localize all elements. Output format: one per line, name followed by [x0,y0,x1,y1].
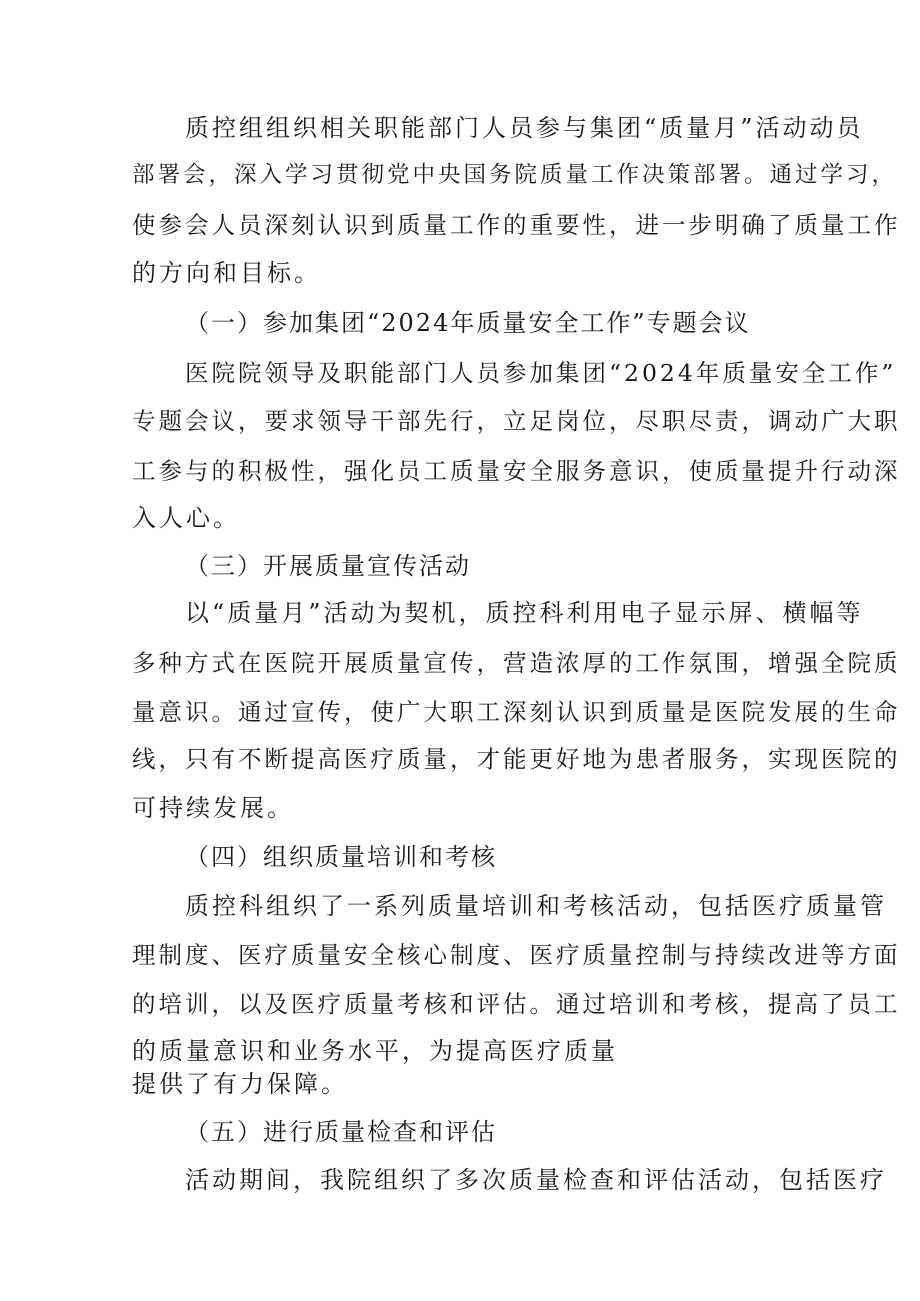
paragraph-4-line-2: 理制度、医疗质量安全核心制度、医疗质量控制与持续改进等方面 [132,941,901,969]
paragraph-2-line-1: 医院院领导及职能部门人员参加集团“2024年质量安全工作” [185,359,897,387]
paragraph-3-line-1: 以“质量月”活动为契机，质控科利用电子显示屏、横幅等 [185,599,864,627]
paragraph-2-line-4: 入人心。 [132,504,240,532]
paragraph-4-line-1: 质控科组织了一系列质量培训和考核活动，包括医疗质量管 [185,892,887,920]
paragraph-4-line-5: 提供了有力保障。 [132,1070,348,1098]
section-heading-1: （一）参加集团“2024年质量安全工作”专题会议 [185,309,751,337]
section-heading-5: （五）进行质量检查和评估 [185,1118,497,1146]
paragraph-3-line-5: 可持续发展。 [132,794,294,822]
paragraph-2-line-2: 专题会议，要求领导干部先行，立足岗位，尽职尽责，调动广大职 [132,407,901,435]
paragraph-4-line-3: 的培训，以及医疗质量考核和评估。通过培训和考核，提高了员工 [132,990,901,1018]
paragraph-5-line-1: 活动期间，我院组织了多次质量检查和评估活动，包括医疗 [185,1166,887,1194]
paragraph-2-line-3: 工参与的积极性，强化员工质量安全服务意识，使质量提升行动深 [132,457,901,485]
paragraph-3-line-3: 量意识。通过宣传，使广大职工深刻认识到质量是医院发展的生命 [132,698,901,726]
paragraph-1-line-3: 使参会人员深刻认识到质量工作的重要性，进一步明确了质量工作 [132,211,901,239]
paragraph-3-line-2: 多种方式在医院开展质量宣传，营造浓厚的工作氛围，增强全院质 [132,649,901,677]
section-heading-4: （四）组织质量培训和考核 [185,843,497,871]
paragraph-1-line-4: 的方向和目标。 [132,259,321,287]
section-heading-3: （三）开展质量宣传活动 [185,552,471,580]
paragraph-4-line-4: 的质量意识和业务水平，为提高医疗质量 [132,1037,618,1065]
paragraph-1-line-1: 质控组组织相关职能部门人员参与集团“质量月”活动动员 [185,114,864,142]
paragraph-1-line-2: 部署会，深入学习贯彻党中央国务院质量工作决策部署。通过学习， [132,162,898,188]
paragraph-3-line-4: 线，只有不断提高医疗质量，才能更好地为患者服务，实现医院的 [132,745,901,773]
